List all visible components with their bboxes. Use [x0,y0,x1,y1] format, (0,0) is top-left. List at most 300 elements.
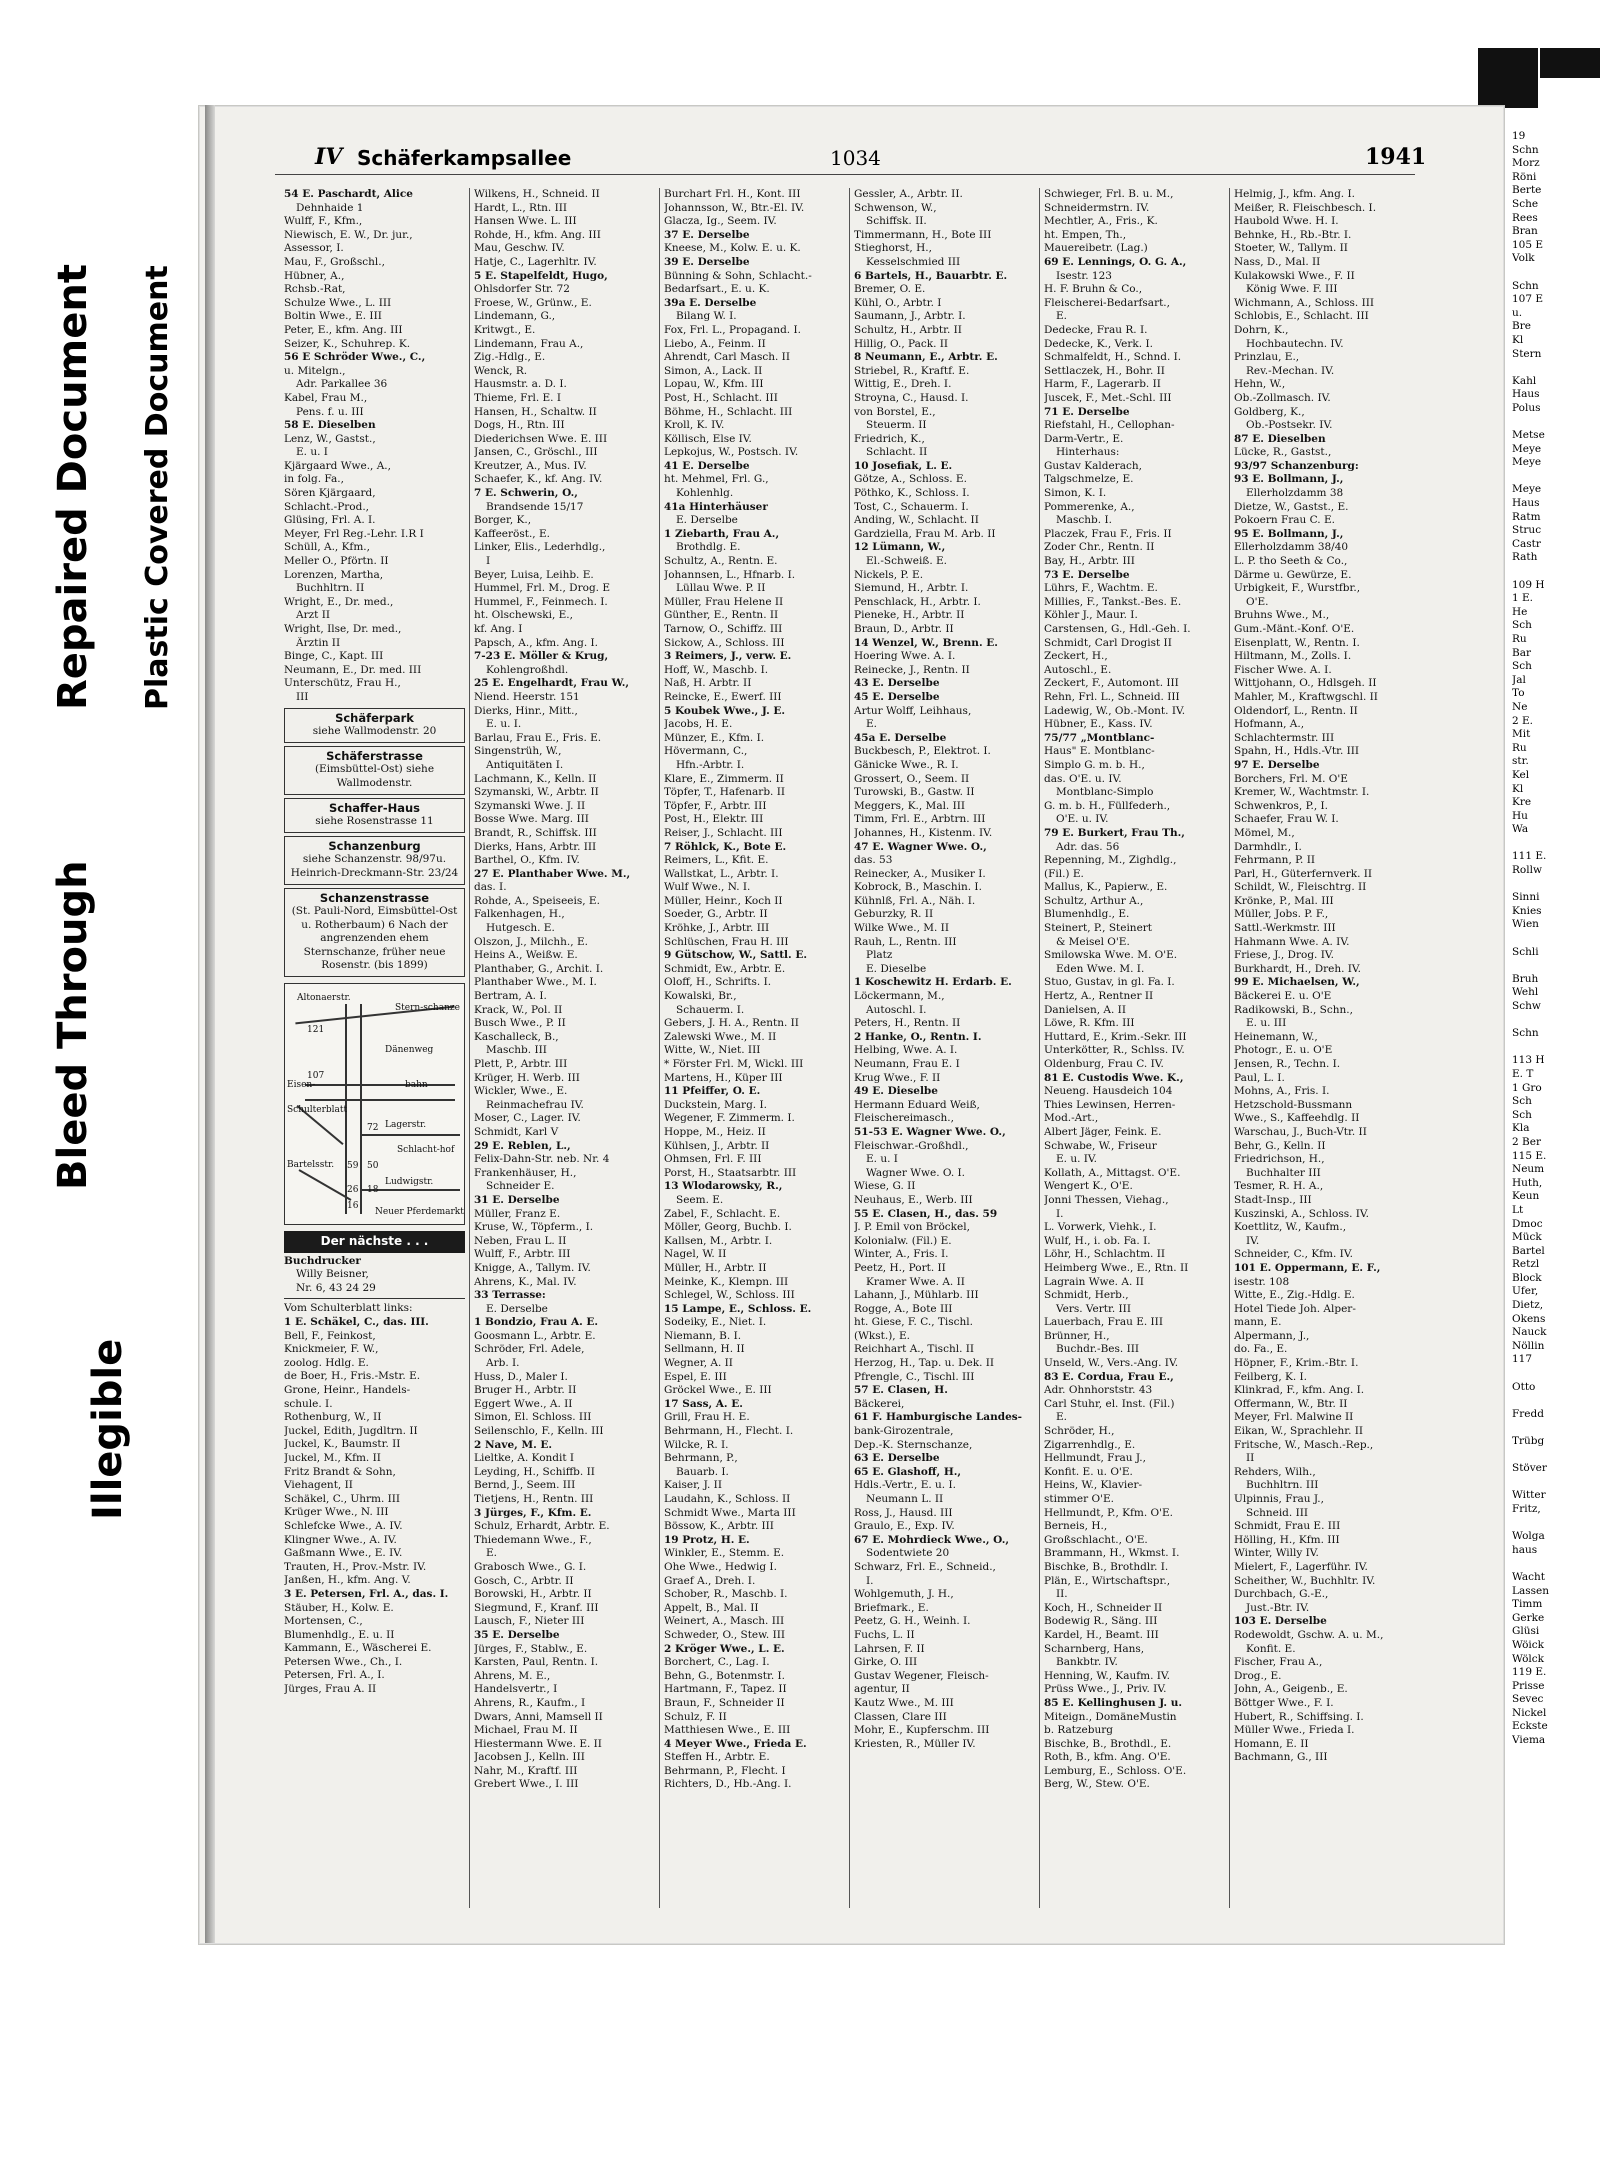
directory-entry: Olszon, J., Milchh., E. [474,935,588,948]
directory-entry: Witte, W., Niet. III [664,1044,761,1057]
directory-entry: von Borstel, E., [854,405,936,418]
directory-entry: Reichhart A., Tischl. II [854,1343,975,1356]
directory-entry: Unterkötter, R., Schlss. IV. [1044,1044,1185,1057]
directory-entry: Borchers, Frl. M. O'E [1234,772,1348,785]
directory-entry: Bauarb. I. [676,1465,729,1478]
directory-entry: 81 E. Custodis Wwe. K., [1044,1071,1184,1084]
directory-entry: Meggers, K., Mal. III [854,799,966,812]
adjacent-entry: Schn [1512,143,1539,156]
adjacent-entry: Knies [1512,904,1542,917]
directory-entry: Wichmann, A., Schloss. III [1234,296,1375,309]
directory-entry: E. u. IV. [1056,1153,1098,1166]
directory-entry: E. [866,718,878,731]
adjacent-entry: Polus [1512,401,1541,414]
adjacent-entry: Jal [1512,673,1526,686]
directory-entry: das. O'E. u. IV. [1044,772,1122,785]
directory-entry: Peter, E., kfm. Ang. III [284,323,403,336]
adjacent-entry [1512,1367,1600,1381]
adjacent-entry: u. [1512,306,1523,319]
directory-entry: Lagrain Wwe. A. II [1044,1275,1144,1288]
adjacent-entry: Kl [1512,333,1524,346]
directory-entry: Niemann, B. I. [664,1329,742,1342]
street-box [284,888,465,978]
directory-entry: Karsten, Paul, Rentn. I. [474,1656,599,1669]
directory-entry: Knickmeier, F. W., [284,1343,379,1356]
directory-entry: Stieghorst, H., [854,242,932,255]
directory-entry: Gaßmann Wwe., E. IV. [284,1547,403,1560]
directory-entry: Neuhaus, E., Werb. III [854,1193,973,1206]
directory-entry: Hinterhaus: [1056,446,1120,459]
directory-entry: Jürges, Frau A. II [284,1683,377,1696]
directory-entry: Mielert, F., Lagerführ. IV. [1234,1560,1368,1573]
directory-entry: 45 E. Derselbe [854,690,940,703]
directory-entry: isestr. 108 [1234,1275,1290,1288]
directory-entry: Koettlitz, W., Kaufm., [1234,1221,1347,1234]
directory-entry: Buckbesch, P., Elektrot. I. [854,745,991,758]
directory-entry: Böttger Wwe., F. I. [1234,1696,1334,1709]
directory-entry: zoolog. Hdlg. E. [284,1356,369,1369]
directory-entry: Lachmann, K., Kelln. II [474,772,597,785]
directory-entry: Juckel, M., Kfm. II [284,1451,381,1464]
directory-entry: Wickler, Wwe., E. [474,1085,568,1098]
directory-entry: Brothdlg. E. [676,541,741,554]
directory-entry: Peetz, G. H., Weinh. I. [854,1615,971,1628]
adjacent-entry: Nauck [1512,1326,1547,1339]
adjacent-entry: 107 E [1512,293,1544,306]
adjacent-entry: Dietz, [1512,1299,1544,1312]
directory-entry: E. u. III [1246,1017,1287,1030]
directory-entry: Kühnlß, Frl. A., Näh. I. [854,894,976,907]
directory-entry: Trauten, H., Prov.-Mstr. IV. [284,1560,427,1573]
directory-entry: Oldenburg, Frau C. IV. [1044,1058,1164,1070]
directory-entry: Müller, Franz E. [474,1207,561,1220]
directory-entry: Grill, Frau H. E. [664,1411,750,1424]
directory-entry: Mohns, A., Fris. I. [1234,1085,1330,1098]
directory-entry: Kühl, O., Arbtr. I [854,296,942,309]
directory-entry: E. u. I [866,1153,898,1166]
directory-entry: Kaiser, J. II [664,1479,722,1492]
adjacent-entry: Haus [1512,388,1540,401]
directory-entry: Juscek, F., Met.-Schl. III [1044,391,1172,404]
directory-entry: Müller Wwe., Frieda I. [1234,1724,1355,1737]
directory-entry: Falkenhagen, H., [474,908,565,921]
directory-entry: Ahrens, R., Kaufm., I [474,1696,586,1709]
directory-entry: Schneider E. [486,1180,555,1193]
directory-entry: Behr, G., Kelln. II [1234,1139,1326,1152]
directory-entry: 10 Josefiak, L. E. [854,459,953,472]
adjacent-entry: Kla [1512,1122,1530,1135]
directory-columns [280,188,1420,1908]
directory-entry: Ellerholzdamm 38 [1246,487,1344,500]
directory-entry: Peters, H., Rentn. II [854,1017,961,1030]
directory-entry: 1 Koschewitz H. Erdarb. E. [854,976,1012,989]
directory-entry: Behrmann, P., Flecht. I [664,1764,786,1777]
adjacent-entry: Schli [1512,945,1539,958]
directory-entry: Jürges, F., Stablw., E. [474,1642,588,1655]
directory-entry: Felix-Dahn-Str. neb. Nr. 4 [474,1153,610,1166]
directory-entry: Reinecke, J., Rentn. II [854,663,970,676]
directory-entry: Kritwgt., E. [474,323,536,336]
directory-entry: Nickels, P. E. [854,568,924,581]
directory-entry: Bachmann, G., III [1234,1751,1328,1764]
directory-entry: 11 Pfeiffer, O. E. [664,1085,761,1098]
directory-entry: Liebo, A., Feinm. II [664,337,766,350]
directory-entry: Rehn, Frl. L., Schneid. III [1044,690,1180,703]
directory-entry: Zeckert, H., [1044,650,1108,663]
street-map [284,983,465,1225]
column-1 [280,188,470,1908]
directory-entry: Antiquitäten I. [486,758,564,771]
directory-entry: Classen, Clare III [854,1710,947,1723]
directory-entry: Peetz, H., Port. II [854,1261,946,1274]
directory-entry: Matthiesen Wwe., E. III [664,1724,791,1737]
adjacent-entry: Sche [1512,197,1539,210]
column-2 [470,188,660,1908]
directory-entry: Wilcke, R. I. [664,1438,729,1451]
page-number: 1034 [830,146,881,170]
directory-entry: Müller, Heinr., Koch II [664,894,783,907]
adjacent-entry [1512,1014,1600,1028]
directory-entry: Bremer, O. E. [854,283,926,296]
directory-entry: 65 E. Glashoff, H., [854,1465,962,1478]
directory-entry: Harm, F., Lagerarb. II [1044,378,1161,391]
directory-entry: Wulff, F., Kfm., [284,215,363,228]
directory-entry: Rchsb.-Rat, [284,283,346,296]
directory-entry: Hellmundt, Frau J., [1044,1452,1146,1465]
directory-entry: Rogge, A., Bote III [854,1302,953,1315]
map-label: Altonaerstr. [297,993,351,1004]
directory-entry: Schweder, O., Stew. III [664,1628,786,1641]
directory-entry: Tesmer, R. H. A., [1234,1180,1324,1193]
directory-entry: in folg. Fa., [284,473,344,486]
adjacent-entry: 2 E. [1512,714,1534,727]
adjacent-entry: Kre [1512,796,1532,809]
directory-entry: Soeder, G., Arbtr. II [664,908,768,921]
directory-entry: Ladewig, W., Ob.-Mont. IV. [1044,704,1186,717]
adjacent-entry: Rees [1512,211,1538,224]
directory-entry: Assessor, I. [284,242,344,255]
directory-entry: Dohrn, K., [1234,323,1289,336]
directory-entry: Bäckerei E. u. O'E [1234,990,1332,1003]
directory-entry: Talgschmelze, E. [1044,473,1134,486]
directory-entry: Laudahn, K., Schloss. II [664,1493,791,1505]
directory-entry: Reinecker, A., Musiker I. [854,867,986,880]
directory-entry: Drog., E. [1234,1669,1282,1682]
adjacent-entry: Röni [1512,170,1537,183]
directory-entry: H. F. Bruhn & Co., [1044,283,1143,296]
directory-entry: Rodewoldt, Gschw. A. u. M., [1234,1628,1384,1641]
directory-entry: Bernd, J., Seem. III [474,1479,576,1492]
adjacent-entry: Morz [1512,157,1540,170]
directory-entry: Mau, F., Großschl., [284,255,385,268]
directory-entry: Lindemann, Frau A., [474,337,584,350]
map-label: Neuer Pferdemarkt [375,1207,464,1218]
directory-entry: Heins A., Weißw. E. [474,949,578,962]
directory-entry: Diederichsen Wwe. E. III [474,432,608,445]
stamp-illegible: Illegible [85,1338,131,1520]
directory-entry: Behrmann, P., [664,1452,738,1465]
directory-entry: 56 E Schröder Wwe., C., [284,351,426,364]
adjacent-entry: 111 E. [1512,850,1547,863]
directory-entry: bank-Girozentrale, [854,1425,954,1438]
directory-entry: 103 E. Derselbe [1234,1615,1327,1628]
directory-entry: Arzt II [296,609,330,622]
adjacent-entry: 1 E. [1512,592,1534,605]
directory-entry: Schneidermstrn. IV. [1044,201,1150,214]
directory-entry: Ross, J., Hausd. III [854,1506,953,1519]
directory-entry: & Meisel O'E. [1056,935,1130,948]
directory-entry: Oldendorf, L., Rentn. II [1234,704,1358,717]
directory-entry: Berg, W., Stew. O'E. [1044,1778,1150,1791]
directory-entry: 7 E. Schwerin, O., [474,487,578,500]
page-binding-edge [205,105,215,1943]
directory-entry: Kammann, E., Wäscherei E. [284,1642,432,1655]
directory-entry: Krönke, P., Mal. III [1234,894,1334,907]
directory-entry: Huttard, E., Krim.-Sekr. III [1044,1030,1187,1043]
directory-entry: Sodentwiete 20 [866,1547,950,1560]
directory-entry: Schmidt, Frau E. III [1234,1520,1341,1533]
directory-entry: Boltin Wwe., E. III [284,310,382,323]
directory-entry: Kesselschmied III [866,255,961,268]
directory-entry: Löhr, H., Schlachtm. II [1044,1248,1166,1261]
directory-entry: I. [1056,1207,1064,1220]
directory-entry: Ahrendt, Carl Masch. II [664,351,790,364]
directory-entry: Saumann, J., Arbtr. I. [854,310,966,323]
directory-entry: Helbing, Wwe. A. I. [854,1044,958,1057]
directory-entry: Mömel, M., [1234,826,1295,839]
adjacent-entry: Ne [1512,700,1528,713]
directory-entry: Timmermann, H., Bote III [854,228,992,241]
directory-entry: Behnke, H., Rb.-Btr. I. [1234,228,1352,241]
directory-entry: Töpfer, F., Arbtr. III [664,799,767,812]
directory-entry: 75/77 „Montblanc- [1044,731,1155,744]
directory-entry: ht. Giese, F. C., Tischl. [854,1316,973,1329]
directory-entry: Neumann, E., Dr. med. III [284,663,422,676]
directory-entry: Kreutzer, A., Mus. IV. [474,459,587,472]
directory-entry: Ahrens, K., Mal. IV. [474,1275,577,1288]
directory-entry: Hutgesch. E. [486,922,555,935]
directory-entry: Meyer, Frl. Malwine II [1234,1411,1354,1424]
directory-entry: (Wkst.), E. [854,1329,910,1342]
directory-entry: Schmidt, Herb., [1044,1289,1129,1302]
directory-entry: Zoder Chr., Rentn. II [1044,541,1155,554]
directory-entry: Haus" E. Montblanc- [1044,745,1155,758]
directory-entry: Stadt-Insp., III [1234,1193,1312,1206]
adjacent-entry: 2 Ber [1512,1135,1541,1148]
directory-entry: Gardziella, Frau M. Arb. II [854,527,996,540]
adjacent-page-strip [1512,130,1600,1930]
directory-entry: Buchdr.-Bes. III [1056,1343,1140,1356]
adjacent-entry: Bran [1512,225,1538,238]
directory-entry: Johannsen, L., Hfnarb. I. [664,568,796,581]
directory-entry: Kowalski, Br., [664,990,737,1003]
directory-entry: Fleischwar.-Großhdl., [854,1139,969,1152]
directory-entry: Warschau, J., Buch-Vtr. II [1234,1125,1367,1138]
directory-entry: Oloff, H., Schrifts. I. [664,976,772,989]
adjacent-entry: 109 H [1512,578,1545,591]
directory-entry: Grossert, O., Seem. II [854,772,970,785]
directory-entry: Nagel, W. II [664,1248,727,1261]
map-label: Ludwigstr. [385,1177,434,1188]
directory-entry: Günther, E., Rentn. II [664,609,779,622]
directory-entry: 67 E. Mohrdieck Wwe., O., [854,1533,1010,1546]
directory-entry: Autoschl. I. [866,1003,927,1016]
directory-entry: Zig.-Hdlg., E. [474,351,546,364]
directory-entry: 85 E. Kellinghusen J. u. [1044,1696,1183,1709]
directory-entry: 73 E. Derselbe [1044,568,1130,581]
adjacent-entry: Nickel [1512,1706,1547,1719]
directory-entry: Kabel, Frau M., [284,391,368,404]
directory-entry: Leyding, H., Schiffb. II [474,1465,595,1478]
directory-entry: 25 E. Engelhardt, Frau W., [474,677,630,690]
directory-entry: Lopau, W., Kfm. III [664,378,764,391]
directory-entry: 63 E. Derselbe [854,1452,940,1465]
directory-entry: 1 E. Schäkel, C., das. III. [284,1316,429,1329]
directory-entry: Hübner, E., Kass. IV. [1044,718,1153,731]
directory-entry: Paul, L. I. [1234,1071,1285,1084]
directory-entry: Hövermann, C., [664,745,748,758]
directory-entry: Just.-Btr. IV. [1246,1601,1310,1614]
directory-entry: John, A., Geigenb., E. [1234,1683,1348,1696]
adjacent-entry [1512,1394,1600,1408]
directory-entry: Fischer, Frau A., [1234,1656,1323,1669]
directory-entry: Weinert, A., Masch. III [664,1615,785,1628]
directory-entry: Blumenhdlg., E. [1044,908,1130,921]
column-3 [660,188,850,1908]
ad-line: Nr. 6, 43 24 29 [296,1281,376,1294]
directory-entry: I. [866,1574,874,1587]
map-label: 121 [307,1025,325,1036]
directory-entry: Schmidt Wwe., Marta III [664,1506,796,1519]
directory-entry: Janßen, H., kfm. Ang. V. [284,1574,411,1587]
directory-entry: Grone, Heinr., Handels- [284,1384,411,1396]
directory-entry: Handelsvertr., I [474,1683,558,1696]
directory-entry: Lücke, R., Gastst., [1234,446,1332,459]
directory-entry: Rauh, L., Rentn. III [854,935,957,948]
map-label: Stern-schanze [395,1003,460,1014]
adjacent-entry: Gerke [1512,1611,1545,1624]
adjacent-entry: Dmoc [1512,1217,1543,1230]
directory-entry: 49 E. Dieselbe [854,1085,938,1098]
directory-entry: Schlüschen, Frau H. III [664,935,789,948]
street-box-title: Schäferstrasse [326,748,423,763]
directory-entry: Eden Wwe. M. I. [1056,962,1145,975]
column-4 [850,188,1040,1908]
directory-entry: Lieltke, A. Kondit I [474,1452,575,1465]
directory-entry: Hübner, A., [284,269,345,282]
adjacent-entry: Berte [1512,184,1542,197]
directory-entry: Schulz, Erhardt, Arbtr. E. [474,1520,610,1533]
directory-entry: Hatje, C., Lagerhltr. IV. [474,255,597,268]
directory-entry: 27 E. Planthaber Wwe. M., [474,867,631,880]
directory-entry: Hubert, R., Schiffsing. I. [1234,1710,1364,1723]
directory-entry: Höpner, F., Krim.-Btr. I. [1234,1357,1359,1370]
directory-entry: Schultz, H., Arbtr. II [854,323,962,336]
directory-entry: Jacobs, H. E. [664,718,733,731]
directory-entry: 35 E. Derselbe [474,1628,560,1641]
directory-entry: Krüger Wwe., N. III [284,1506,389,1519]
directory-entry: Schlacht. II [866,446,928,459]
map-label: 16 [347,1201,359,1212]
directory-entry: Kolonialw. (Fil.) E. [854,1234,952,1247]
directory-entry: Duckstein, Marg. I. [664,1098,767,1111]
directory-entry: Brandt, R., Schiffsk. III [474,826,597,839]
stamp-bleed-through: Bleed Through [50,860,96,1190]
directory-entry: Dwars, Anni, Mamsell II [474,1710,603,1723]
adjacent-entry: Mück [1512,1231,1542,1244]
directory-entry: Hertz, A., Rentner II [1044,990,1154,1003]
directory-entry: mann, E. [1234,1316,1282,1329]
adjacent-entry: Sch [1512,619,1532,632]
directory-entry: Dogs, H., Rtn. III [474,419,565,432]
map-label: 107 [307,1071,325,1082]
directory-entry: Meller O., Pförtn. II [284,555,389,568]
directory-entry: Eikan, W., Sprachlehr. II [1234,1425,1364,1438]
directory-entry: Eggert Wwe., A. II [474,1397,573,1410]
directory-entry: Rohde, A., Speiseeis, E. [474,894,600,907]
directory-entry: Plän, E., Wirtschaftspr., [1044,1574,1171,1587]
directory-entry: Planthaber, G., Archit. I. [474,962,604,975]
directory-entry: Moser, C., Lager. IV. [474,1112,581,1125]
directory-entry: Kohlenhlg. [676,487,734,500]
scan-edge-right [1540,48,1600,78]
directory-entry: Neueng. Hausdeich 104 [1044,1085,1173,1098]
directory-entry: Espel, E. III [664,1370,727,1383]
adjacent-entry [1512,932,1600,946]
directory-entry: Winkler, E., Stemm. E. [664,1547,785,1560]
directory-entry: Schröder, H., [1044,1425,1115,1438]
directory-entry: Hartmann, F., Tapez. II [664,1683,787,1696]
directory-entry: Herzog, H., Tap. u. Dek. II [854,1357,995,1370]
directory-entry: Mauereibetr. (Lag.) [1044,242,1148,255]
directory-entry: Anding, W., Schlacht. II [854,514,979,527]
directory-entry: Eisenplatt, W., Rentn. I. [1234,636,1360,649]
directory-entry: Lauerbach, Frau E. III [1044,1316,1163,1329]
directory-entry: Geburzky, R. II [854,908,934,921]
directory-entry: Wulff, F., Arbtr. III [474,1248,571,1261]
directory-entry: Hölling, H., Kfm. III [1234,1533,1340,1546]
street-box [284,708,465,743]
directory-entry: Schmalfeldt, H., Schnd. I. [1044,351,1182,364]
directory-entry: Kallsen, M., Arbtr. I. [664,1234,773,1247]
directory-entry: Fritz Brandt & Sohn, [284,1465,396,1478]
directory-entry: Kaffeeröst., E. [474,527,550,540]
directory-entry: Behn, G., Botenmstr. I. [664,1669,785,1682]
directory-entry: Pfrengle, C., Tischl. III [854,1370,975,1383]
directory-entry: König Wwe. F. III [1246,283,1338,296]
adjacent-entry: Bruh [1512,972,1539,985]
directory-entry: Lahrsen, F. II [854,1642,925,1655]
adjacent-entry: To [1512,687,1525,700]
directory-entry: Burkhardt, H., Dreh. IV. [1234,962,1362,975]
directory-entry: do. Fa., E. [1234,1343,1288,1356]
adjacent-entry: Kahl [1512,374,1537,387]
directory-entry: Goosmann L., Arbtr. E. [474,1329,596,1342]
directory-entry: Schwabe, W., Friseur [1044,1139,1157,1152]
column-5 [1040,188,1230,1908]
directory-entry: Wright, E., Dr. med., [284,595,394,608]
directory-entry: Hoppe, M., Heiz. II [664,1125,766,1138]
directory-entry: Bosse Wwe. Marg. III [474,813,589,826]
adjacent-entry [1512,837,1600,851]
directory-entry: Ohmsen, Frl. F. III [664,1153,762,1166]
directory-entry: Henning, W., Kaufm. IV. [1044,1669,1170,1682]
directory-entry: Simon, A., Lack. II [664,364,763,377]
directory-entry: schule. I. [284,1397,333,1410]
directory-entry: Niewisch, E. W., Dr. jur., [284,228,413,241]
directory-entry: II [1246,1452,1255,1465]
directory-entry: Köhler J., Maur. I. [1044,609,1138,622]
